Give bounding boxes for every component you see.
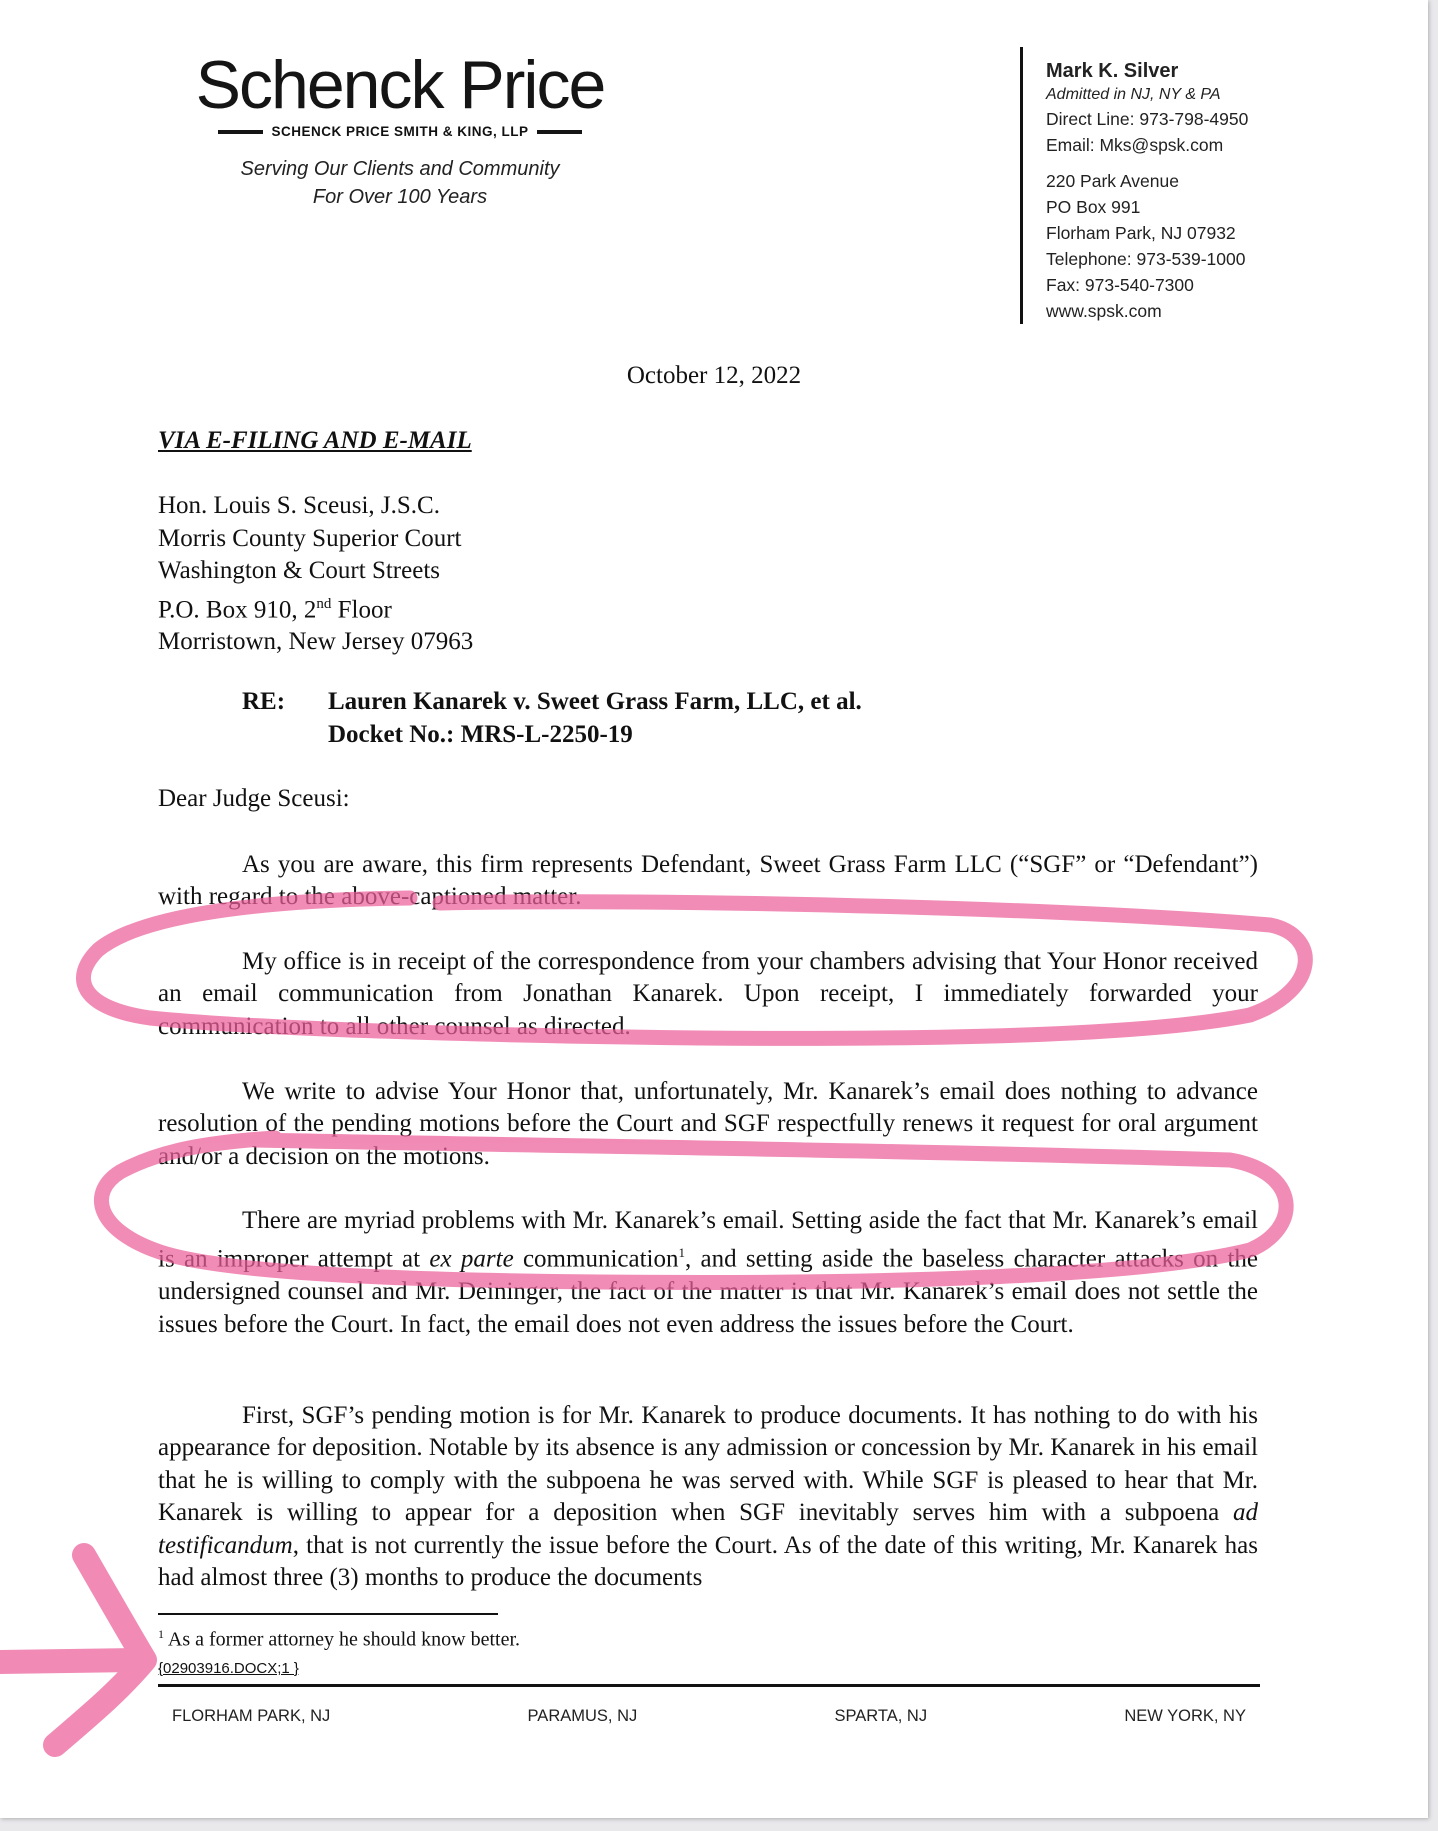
logo-subtitle [180, 124, 620, 139]
direct-line: Direct Line: 973-798-4950 [1046, 109, 1249, 129]
logo-rule-right [537, 130, 582, 134]
arrow-head [55, 1555, 145, 1745]
recipient-name: Hon. Louis S. Sceusi, J.S.C. [158, 492, 440, 519]
recipient-pobox: P.O. Box 910, 2nd Floor [158, 595, 392, 623]
office-florham-park: FLORHAM PARK, NJ [172, 1707, 331, 1725]
letterhead-divider [1020, 47, 1023, 324]
footnote: $^1$ As a former attorney he should know better. [158, 1627, 521, 1651]
fax: Fax: 973-540-7300 [1046, 275, 1194, 295]
paragraph-3: We write to advise Your Honor that, unfortunately, Mr. Kanarek’s email does nothing to advance resolution of the pending motions before the Court and SGF respectfully renews it request for oral argument and/or a decision on the motions. [158, 1078, 1258, 1170]
footnote-ref: 1 [678, 1245, 685, 1261]
street-address: 220 Park Avenue [1046, 171, 1179, 191]
re-label: RE: [242, 688, 286, 715]
bar-admissions: Admitted in NJ, NY & PA [1046, 86, 1221, 103]
po-box: PO Box 991 [1046, 197, 1141, 217]
paragraph-1: As you are aware, this firm represents Defendant, Sweet Grass Farm LLC (“SGF” or “Defendant”) with regard to the above-captioned matter. [158, 851, 1258, 911]
footer-rule [158, 1684, 1260, 1687]
tagline-line-1: Serving Our Clients and Community [240, 158, 560, 180]
website: www.spsk.com [1046, 301, 1162, 321]
firm-tagline [180, 155, 620, 211]
telephone: Telephone: 973-539-1000 [1046, 249, 1246, 269]
logo-rule-left [218, 130, 263, 134]
office-paramus: PARAMUS, NJ [527, 1707, 638, 1725]
office-locations [158, 1707, 1260, 1726]
salutation: Dear Judge Sceusi: [158, 785, 350, 812]
logo-wordmark: Schenck Price [195, 47, 605, 123]
paragraph-5: First, SGF’s pending motion is for Mr. Kanarek to produce documents. It has nothing to do with his appearance for deposition. Notable by its absence is any admission or concession by Mr. Kanarek in his email that he is willing to comply with the subpoena he was served with. While SGF is pleased to hear that Mr. Kanarek is willing to appear for a deposition when SGF inevitably serves him with a subpoena ad testificandum, that is not currently the issue before the Court. As of the date of this writing, Mr. Kanarek has had almost three (3) months to produce the documents [158, 1402, 1258, 1592]
paragraph-2: My office is in receipt of the correspondence from your chambers advising that Your Honor received an email communication from Jonathan Kanarek. Upon receipt, I immediately forwarded your communication to all other counsel as directed. [158, 948, 1258, 1040]
case-caption: Lauren Kanarek v. Sweet Grass Farm, LLC, et al. [328, 688, 862, 715]
office-sparta: SPARTA, NJ [834, 1707, 928, 1725]
footnote-separator [158, 1613, 498, 1615]
recipient-address [158, 490, 473, 659]
office-new-york: NEW YORK, NY [1124, 1707, 1246, 1725]
paragraph-4: There are myriad problems with Mr. Kanarek’s email. Setting aside the fact that Mr. Kanarek’s email is an improper attempt at ex parte communication$^1$, and setting aside the baseless character attacks on the undersigned counsel and Mr. Deininger, the fact of the matter is that Mr. Kanarek’s email does not settle the issues before the Court. In fact, the email does not even address the issues before the Court. [158, 1207, 1258, 1338]
tagline-line-2: For Over 100 Years [312, 186, 488, 208]
firm-logo [180, 48, 620, 211]
city-state-zip: Florham Park, NJ 07932 [1046, 223, 1236, 243]
attorney-contact-block [1046, 58, 1426, 324]
firm-full-name: SCHENCK PRICE SMITH & KING, LLP [271, 124, 529, 139]
email-address: Email: Mks@spsk.com [1046, 135, 1224, 155]
document-id: {02903916.DOCX;1 } [158, 1660, 299, 1677]
recipient-court: Morris County Superior Court [158, 524, 462, 552]
letter-date: October 12, 2022 [626, 362, 802, 389]
attorney-name: Mark K. Silver [1046, 60, 1179, 82]
recipient-street: Washington & Court Streets [158, 557, 440, 584]
delivery-method: VIA E-FILING AND E-MAIL [158, 427, 472, 454]
docket-number: Docket No.: MRS-L-2250-19 [328, 720, 633, 748]
recipient-city: Morristown, New Jersey 07963 [158, 628, 474, 656]
arrow-shaft [0, 1660, 140, 1662]
